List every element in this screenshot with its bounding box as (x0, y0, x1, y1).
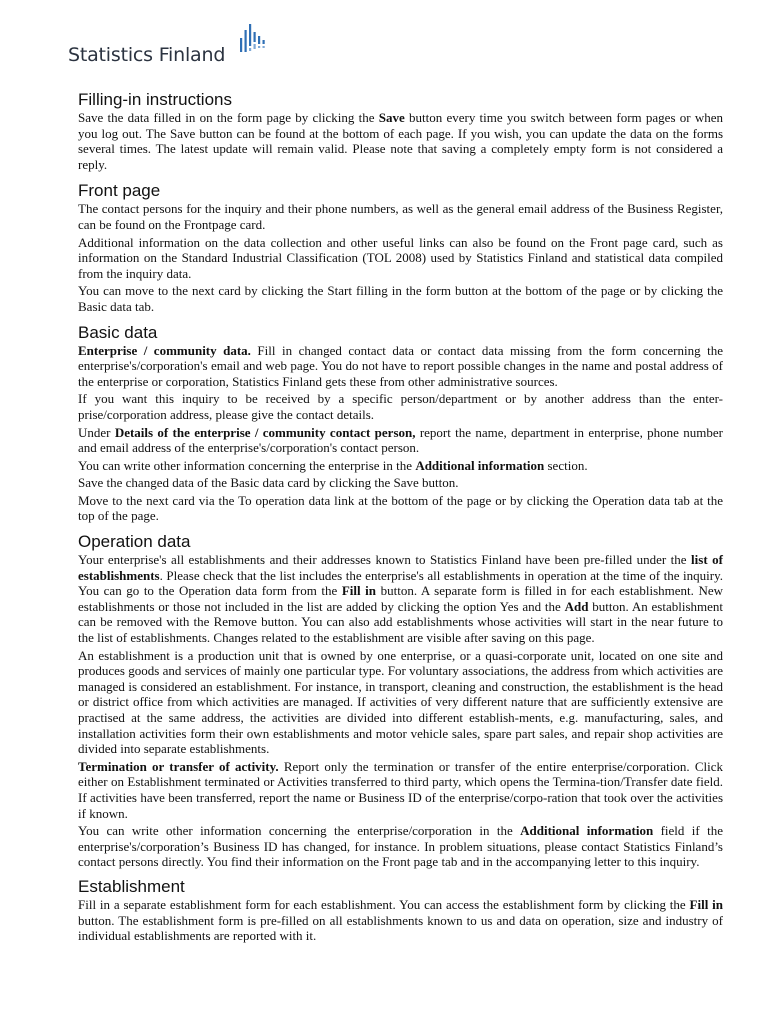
basic-data-paragraph-5: Save the changed data of the Basic data card by clicking the Save button. (78, 475, 459, 491)
front-page-paragraph-2: Additional information on the data collection and other useful links can also be found on the Front page card, such as information on the Standard Industrial Classification (TOL 2008) used by Statistics Finland and statistical data compiled from the inquiry data. (78, 234, 723, 281)
establishment-section (78, 877, 723, 944)
filling-in-section (78, 90, 723, 172)
filling-in-heading: Filling-in instructions (78, 90, 232, 109)
filling-in-paragraph: Save the data filled in on the form page by clicking the Save button every time you switch between form pages or when you log out. The Save button can be found at the bottom of each page. If you wish, you can update the data on the forms several times. The latest update will remain valid. Please note that saving a completely empty form is not considered a reply. (78, 110, 723, 172)
basic-data-paragraph-3: Under Details of the enterprise / community contact person, report the name, department in enterprise, phone number and email address of the enterprise's/corporation's contact person. (78, 424, 723, 456)
operation-data-heading: Operation data (78, 532, 191, 552)
basic-data-paragraph-6: Move to the next card via the To operation data link at the bottom of the page or by clicking the Operation data tab at the top of the page. (78, 492, 723, 524)
operation-data-paragraph-4: You can write other information concerning the enterprise/corporation in the Additional information field if the enterprise's/corporation’s Business ID has changed, for instance. In problem situations, please contact Statistics Finland’s contact persons directly. You find their information on the Front page tab and in the accompanying letter to this inquiry. (78, 823, 724, 870)
bar-chart-logo-icon (240, 24, 270, 58)
operation-data-paragraph-3: Termination or transfer of activity. Report only the termination or transfer of the entire enterprise/corporation. Click either on Establishment terminated or Activities transferred to third party, which opens the Termina-tion/Transfer date field. If activities have been transferred, report the name or Business ID of the enterprise/corpo-ration that took over the activities if known. (78, 758, 723, 821)
basic-data-heading: Basic data (78, 322, 158, 342)
basic-data-paragraph-1: Enterprise / community data. Fill in changed contact data or contact data missing from the form concerning the enterprise's/corporation's email and web page. You do not have to report possible changes in the name and postal address of the enterprise or corporation, Statistics Finland gets these from other administrative sources. (78, 342, 723, 389)
front-page-heading: Front page (78, 181, 161, 201)
basic-data-paragraph-4: You can write other information concerning the enterprise in the Additional information section. (78, 457, 588, 473)
establishment-paragraph: Fill in a separate establishment form for each establishment. You can access the establishment form by clicking the Fill in button. The establishment form is pre-filled on all establishments known to us and data on operation, size and industry of individual establishments are reported with it. (78, 896, 723, 944)
instructions-content (78, 90, 723, 946)
front-page-paragraph-1: The contact persons for the inquiry and their phone numbers, as well as the general email address of the Business Register, can be found on the Frontpage card. (78, 201, 723, 232)
operation-data-section (78, 532, 723, 870)
establishment-heading: Establishment (78, 876, 185, 896)
statistics-finland-logo (68, 24, 278, 68)
basic-data-section (78, 323, 723, 525)
front-page-section (78, 181, 723, 314)
operation-data-paragraph-1: Your enterprise's all establishments and their addresses known to Statistics Finland have been pre-filled under the list of establishments. Please check that the list includes the enterprise's all establishments in operation at the time of the inquiry. You can go to the Operation data form from the Fill in button. A separate form is filled in for each establishment. New establishments or those not included in the list are added by clicking the option Yes and the Add button. An establishment can be removed with the Remove button. You can also add establishments whose activities will start in the near future to the list of establishments. Changes related to the establishment are visible after saving on this page. (78, 552, 723, 646)
logo-text: Statistics Finland (68, 44, 226, 66)
front-page-paragraph-3: You can move to the next card by clicking the Start filling in the form button at the bottom of the page or by clicking the Basic data tab. (78, 283, 723, 314)
operation-data-paragraph-2: An establishment is a production unit that is owned by one enterprise, or a quasi-corporate unit, located on one site and produces goods and services of mainly one particular type. For voluntary associations, the address from which activities are managed is considered an establishment. For instance, in transport, cleaning and construction, the establishment is the head or district office from which activities are managed. If activities of very different nature that are sufficiently extensive are practised at the same address, the activities are divided into different establish-ments, e.g. manufacturing, sales, and installation activities form their own establishments and motor vehicle sales, spare part sales, and repair shop activities are divided into separate establishments. (78, 647, 723, 757)
basic-data-paragraph-2: If you want this inquiry to be received by a specific person/department or by another address than the enter-prise/corporation address, please give the contact details. (78, 391, 723, 422)
